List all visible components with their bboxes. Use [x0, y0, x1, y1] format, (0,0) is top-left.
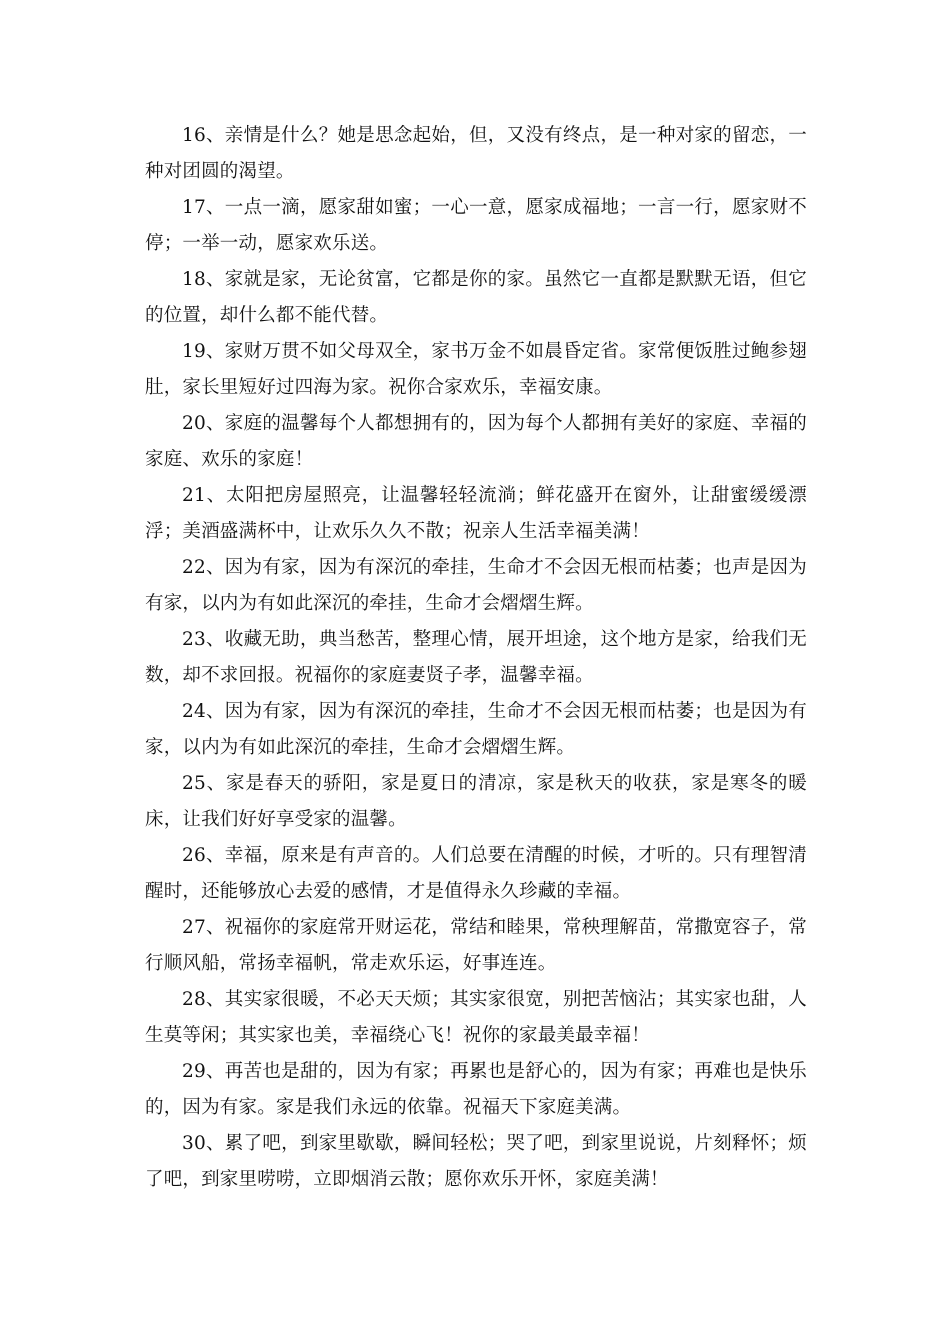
paragraph-24: 24、因为有家，因为有深沉的牵挂，生命才不会因无根而枯萎；也是因为有家，以内为有如此深沉的牵挂，生命才会熠熠生辉。 — [145, 701, 807, 758]
paragraph-27: 27、祝福你的家庭常开财运花，常结和睦果，常秧理解苗，常撒宽容子，常行顺风船，常扬幸福帆，常走欢乐运，好事连连。 — [145, 917, 807, 974]
paragraph-18: 18、家就是家，无论贫富，它都是你的家。虽然它一直都是默默无语，但它的位置，却什么都不能代替。 — [145, 269, 807, 326]
paragraph-25: 25、家是春天的骄阳，家是夏日的清凉，家是秋天的收获，家是寒冬的暖床，让我们好好享受家的温馨。 — [145, 773, 807, 830]
paragraph-17: 17、一点一滴，愿家甜如蜜；一心一意，愿家成福地；一言一行，愿家财不停；一举一动，愿家欢乐送。 — [145, 197, 807, 254]
paragraph-21: 21、太阳把房屋照亮，让温馨轻轻流淌；鲜花盛开在窗外，让甜蜜缓缓漂浮；美酒盛满杯中，让欢乐久久不散；祝亲人生活幸福美满！ — [145, 485, 807, 542]
paragraph-26: 26、幸福，原来是有声音的。人们总要在清醒的时候，才听的。只有理智清醒时，还能够放心去爱的感情，才是值得永久珍藏的幸福。 — [145, 845, 807, 902]
paragraph-16: 16、亲情是什么？她是思念起始，但，又没有终点，是一种对家的留恋，一种对团圆的渴望。 — [145, 125, 807, 182]
paragraph-23: 23、收藏无助，典当愁苦，整理心情，展开坦途，这个地方是家，给我们无数，却不求回报。祝福你的家庭妻贤子孝，温馨幸福。 — [145, 629, 807, 686]
paragraph-20: 20、家庭的温馨每个人都想拥有的，因为每个人都拥有美好的家庭、幸福的家庭、欢乐的家庭！ — [145, 413, 807, 470]
document-body — [145, 118, 807, 1198]
paragraph-22: 22、因为有家，因为有深沉的牵挂，生命才不会因无根而枯萎；也声是因为有家，以内为有如此深沉的牵挂，生命才会熠熠生辉。 — [145, 557, 807, 614]
paragraph-19: 19、家财万贯不如父母双全，家书万金不如晨昏定省。家常便饭胜过鲍参翅肚，家长里短好过四海为家。祝你合家欢乐，幸福安康。 — [145, 341, 807, 398]
paragraph-30: 30、累了吧，到家里歇歇，瞬间轻松；哭了吧，到家里说说，片刻释怀；烦了吧，到家里唠唠，立即烟消云散；愿你欢乐开怀，家庭美满！ — [145, 1133, 807, 1190]
paragraph-29: 29、再苦也是甜的，因为有家；再累也是舒心的，因为有家；再难也是快乐的，因为有家。家是我们永远的依靠。祝福天下家庭美满。 — [145, 1061, 807, 1118]
paragraph-28: 28、其实家很暖，不必天天烦；其实家很宽，别把苦恼沾；其实家也甜，人生莫等闲；其实家也美，幸福绕心飞！祝你的家最美最幸福！ — [145, 989, 807, 1046]
